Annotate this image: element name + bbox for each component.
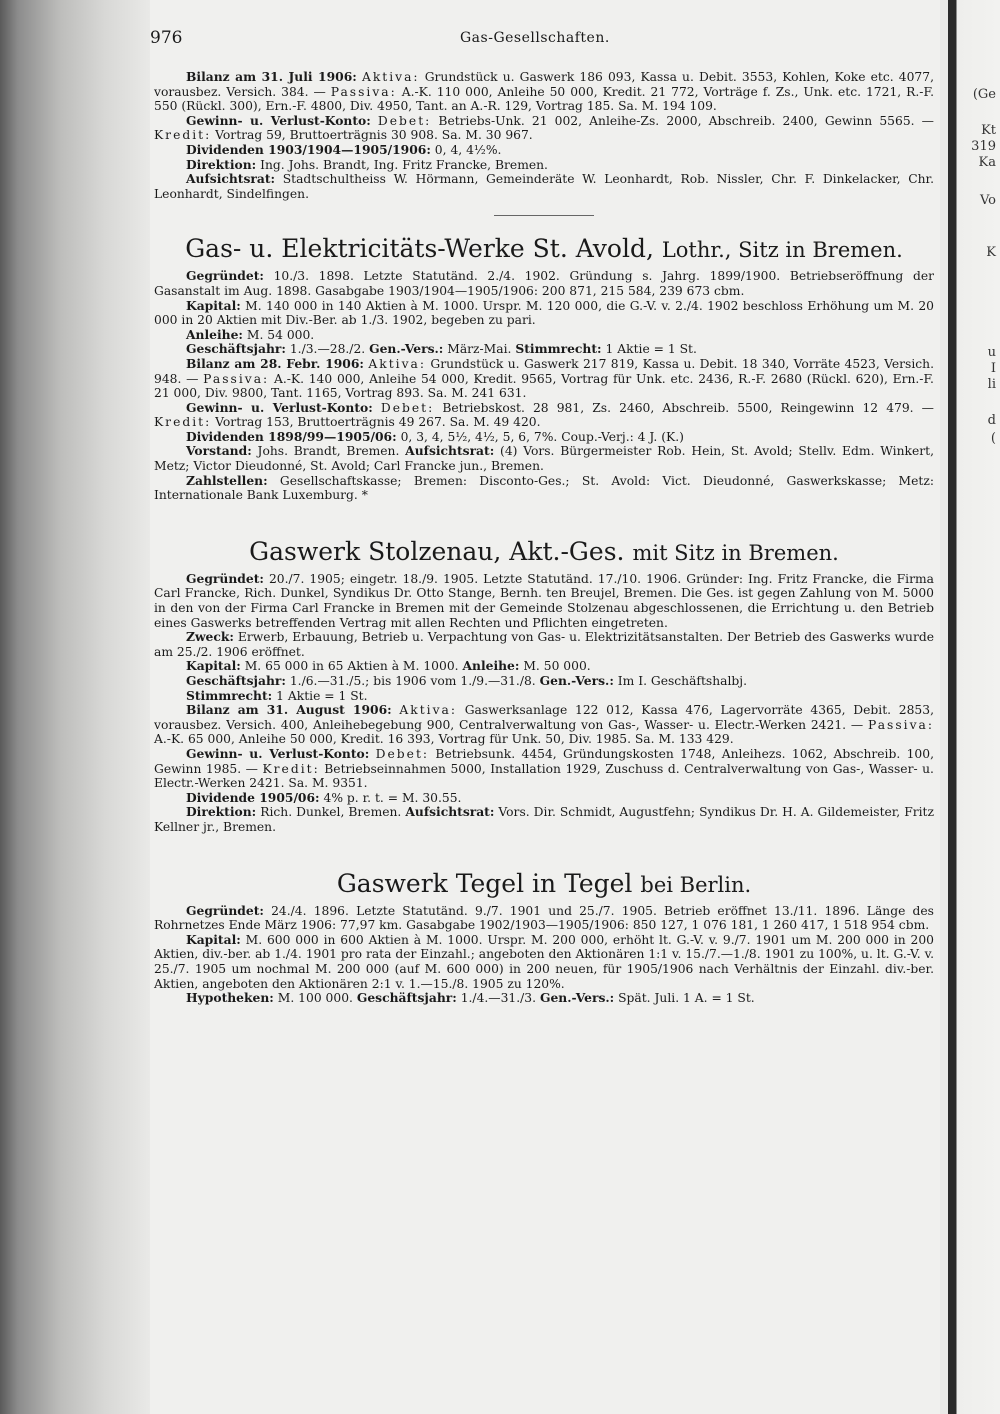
- margin-fragment: li: [987, 377, 996, 392]
- s2-title: Gas- u. Elektricitäts-Werke St. Avold, Lothr., Sitz in Bremen.: [185, 234, 903, 264]
- s3-balance: Bilanz am 31. August 1906: Aktiva: Gaswerksanlage 122 012, Kassa 476, Lagervorräte 4365, Debit. 2853, vorausbez. Versich. 400, Anleihebegebung 900, Centralverwaltung von Gas-, Wasser- u. Electr.-Werken 2421. — Passiva: A.-K. 65 000, Anleihe 50 000, Kredit. 16 393, Vortrag für Unk. 50, Div. 1985. Sa. M. 133 429.: [154, 702, 934, 747]
- s2-founded: Gegründet: 10./3. 1898. Letzte Statutänd. 2./4. 1902. Gründung s. Jahrg. 1899/1900. Betriebseröffnung der Gasanstalt im Aug. 1898. Gasabgabe 1903/1904—1905/1906: 200 871, 215 584, 239 673 cbm.: [154, 268, 934, 298]
- s2-paying-agents: Zahlstellen: Gesellschaftskasse; Bremen: Disconto-Ges.; St. Avold: Vict. Dieudonné, Gaswerkskasse; Metz: Internationale Bank Luxemburg. *: [154, 472, 934, 503]
- s4-mortgages: Hypotheken: M. 100 000. Geschäftsjahr: 1./4.—31./3. Gen.-Vers.: Spät. Juli. 1 A. = 1 St.: [186, 990, 755, 1006]
- margin-fragment: Vo: [979, 193, 996, 208]
- s1-dividends: Dividenden 1903/1904—1905/1906: 0, 4, 4½%.: [186, 141, 502, 157]
- s1-balance: Bilanz am 31. Juli 1906: Aktiva: Grundstück u. Gaswerk 186 093, Kassa u. Debit. 3553, Kohlen, Koke etc. 4077, vorausbez. Versich. 384. — Passiva: A.-K. 110 000, Anleihe 50 000, Kredit. 21 772, Vorträge f. Zs., Unk. etc. 1721, R.-F. 550 (Rückl. 300), Ern.-F. 4800, Div. 4950, Tant. an A.-R. 129, Vortrag 185. Sa. M. 194 109.: [154, 69, 934, 114]
- s2-capital: Kapital: M. 140 000 in 140 Aktien à M. 1000. Urspr. M. 120 000, die G.-V. v. 2./4. 1902 beschloss Erhöhung um M. 20 000 in 20 Aktien mit Div.-Ber. ab 1./3. 1902, begeben zu pari.: [154, 297, 934, 328]
- margin-fragment: u: [987, 345, 996, 360]
- margin-fragment: 319: [971, 139, 996, 154]
- adjacent-page-edge: [948, 0, 1000, 1414]
- s2-loan: Anleihe: M. 54 000.: [186, 326, 315, 342]
- s3-capital: Kapital: M. 65 000 in 65 Aktien à M. 1000. Anleihe: M. 50 000.: [186, 658, 591, 674]
- page-number: 976: [150, 28, 183, 48]
- s2-balance: Bilanz am 28. Febr. 1906: Aktiva: Grundstück u. Gaswerk 217 819, Kassa u. Debit. 18 340, Vorräte 4523, Versich. 948. — Passiva: A.-K. 140 000, Anleihe 54 000, Kredit. 9565, Vortrag für Unk. etc. 2436, R.-F. 2680 (Rückl. 620), Ern.-F. 21 000, Div. 9800, Tant. 1165, Vortrag 893. Sa. M. 241 631.: [154, 355, 934, 401]
- s2-dividends: Dividenden 1898/99—1905/06: 0, 3, 4, 5½, 4½, 5, 6, 7%. Coup.-Verj.: 4 J. (K.): [186, 428, 684, 444]
- s3-title: Gaswerk Stolzenau, Akt.-Ges. mit Sitz in Bremen.: [249, 536, 839, 566]
- s1-profit-loss: Gewinn- u. Verlust-Konto: Debet: Betriebs-Unk. 21 002, Anleihe-Zs. 2000, Abschreib. 2400, Gewinn 5565. — Kredit: Vortrag 59, Bruttoerträgnis 30 908. Sa. M. 30 967.: [154, 112, 934, 143]
- s3-profit-loss: Gewinn- u. Verlust-Konto: Debet: Betriebsunk. 4454, Gründungskosten 1748, Anleihezs. 1062, Abschreib. 100, Gewinn 1985. — Kredit: Betriebseinnahmen 5000, Installation 1929, Zuschuss d. Centralverwaltung von Gas-, Wasser- u. Electr.-Werken 2421. Sa. M. 9351.: [154, 745, 934, 791]
- margin-fragment: (Ge: [972, 87, 996, 102]
- page-body: [154, 70, 934, 1006]
- document-page: [150, 0, 940, 1414]
- s4-title: Gaswerk Tegel in Tegel bei Berlin.: [336, 868, 752, 898]
- s2-profit-loss: Gewinn- u. Verlust-Konto: Debet: Betriebskost. 28 981, Zs. 2460, Abschreib. 5500, Reingewinn 12 479. — Kredit: Vortrag 153, Bruttoerträgnis 49 267. Sa. M. 49 420.: [154, 399, 934, 430]
- s2-board: Vorstand: Johs. Brandt, Bremen. Aufsichtsrat: (4) Vors. Bürgermeister Rob. Hein, St. Avold; Stellv. Edm. Winkert, Metz; Victor Dieudonné, St. Avold; Carl Francke jun., Bremen.: [154, 443, 934, 474]
- s1-supervisory-board: Aufsichtsrat: Stadtschultheiss W. Hörmann, Gemeinderäte W. Leonhardt, Rob. Nissler, Chr. F. Dinkelacker, Chr. Leonhardt, Sindelfingen.: [154, 171, 934, 201]
- s3-purpose: Zweck: Erwerb, Erbauung, Betrieb u. Verpachtung von Gas- u. Elektrizitätsanstalten. Der Betrieb des Gaswerks wurde am 25./2. 1906 eröffnet.: [154, 629, 934, 659]
- s2-fiscal-year: Geschäftsjahr: 1./3.—28./2. Gen.-Vers.: März-Mai. Stimmrecht: 1 Aktie = 1 St.: [186, 341, 697, 357]
- s3-fiscal-year: Geschäftsjahr: 1./6.—31./5.; bis 1906 vom 1./9.—31./8. Gen.-Vers.: Im I. Geschäftshalbj.: [186, 673, 748, 688]
- s1-direction: Direktion: Ing. Johs. Brandt, Ing. Fritz Francke, Bremen.: [186, 156, 548, 172]
- book-spine-shadow: [0, 0, 150, 1414]
- margin-fragment: I: [990, 361, 996, 376]
- s4-founded: Gegründet: 24./4. 1896. Letzte Statutänd. 9./7. 1901 und 25./7. 1905. Betrieb eröffnet 13./11. 1896. Länge des Rohrnetzes Ende März 1906: 77,97 km. Gasabgabe 1902/1903—1905/1906: 850 127, 1 076 181, 1 260 417, 1 518 954 cbm.: [154, 902, 934, 933]
- margin-fragment: d: [987, 413, 996, 428]
- margin-fragment: (: [990, 431, 996, 446]
- section-divider: [494, 215, 594, 216]
- margin-fragment: Kt: [981, 123, 996, 138]
- s3-founded: Gegründet: 20./7. 1905; eingetr. 18./9. 1905. Letzte Statutänd. 17./10. 1906. Gründer: Ing. Fritz Francke, die Firma Carl Francke, Rich. Dunkel, Syndikus Dr. Otto Stange, Bernh. ten Breujel, Bremen. Die Ges. ist gegen Zahlung von M. 5000 in den von der Firma Carl Francke in Bremen mit der Gemeinde Stolzenau abgeschlossenen, die Errichtung u. den Betrieb eines Gaswerks betreffenden Vertrag mit allen Rechten und Pflichten eingetreten.: [154, 570, 934, 630]
- running-head: Gas-Gesellschaften.: [460, 30, 610, 46]
- s4-capital: Kapital: M. 600 000 in 600 Aktien à M. 1000. Urspr. M. 200 000, erhöht lt. G.-V. v. 9./7. 1901 um M. 200 000 in 200 Aktien, div.-ber. ab 1./4. 1901 pro rata der Einzahl.; angeboten den Aktionären 1:1 v. 15./7.—1./8. 1901 zu 100%, u. lt. G.-V. v. 25./7. 1905 um nochmal M. 200 000 (auf M. 600 000) in 200 neuen, für 1905/1906 nach Verhältnis der Einzahl. div.-ber. Aktien, angeboten den Aktionären 2:1 v. 1.—15./8. 1905 zu 120%.: [154, 931, 934, 991]
- margin-fragment: K: [986, 245, 996, 260]
- s3-dividend: Dividende 1905/06: 4% p. r. t. = M. 30.55.: [186, 789, 462, 805]
- s3-voting: Stimmrecht: 1 Aktie = 1 St.: [186, 687, 368, 703]
- margin-fragment: Ka: [978, 155, 996, 170]
- s3-board: Direktion: Rich. Dunkel, Bremen. Aufsichtsrat: Vors. Dir. Schmidt, Augustfehn; Syndikus Dr. H. A. Gildemeister, Fritz Kellner jr., Bremen.: [154, 804, 934, 834]
